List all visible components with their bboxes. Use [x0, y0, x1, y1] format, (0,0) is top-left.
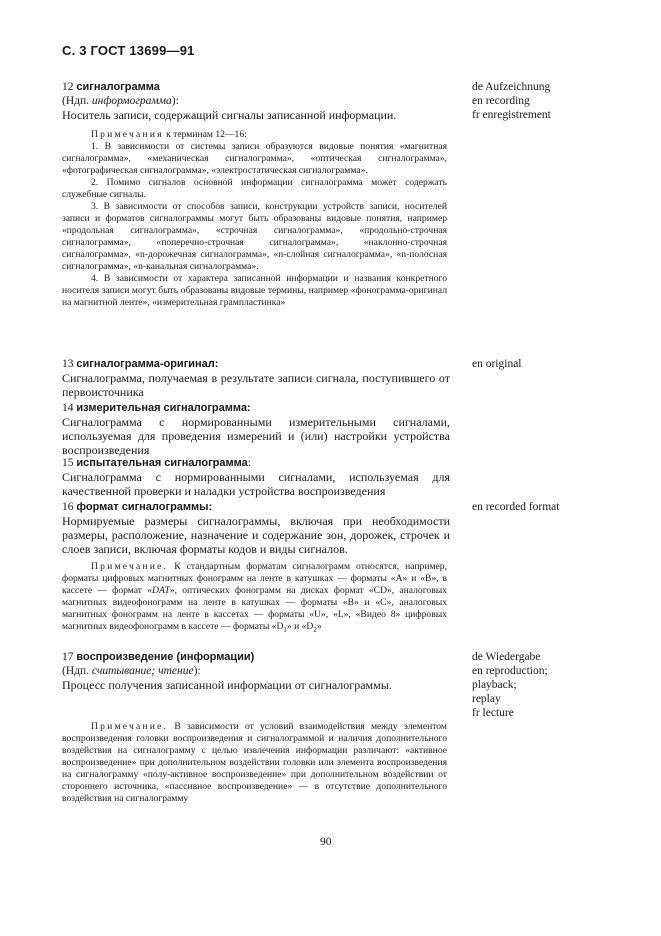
deprecated-term: информограмма	[91, 95, 172, 107]
foreign-term: playback;	[472, 679, 517, 691]
foreign-term: fr lecture	[472, 707, 514, 719]
term-deprecated	[62, 94, 450, 108]
foreign-term: replay	[472, 693, 501, 705]
deprecated-prefix: (Ндп.	[62, 95, 90, 107]
term-definition: Сигналограмма с нормированными сигналами, используемая для качественной проверки и наладки устройства воспроизведения	[62, 470, 450, 498]
term-heading	[62, 357, 450, 371]
foreign-term: de Wiedergabe	[472, 651, 541, 663]
term-number: 13	[62, 358, 74, 370]
note-text-italic: DAT	[152, 585, 170, 596]
note-heading	[62, 129, 447, 141]
deprecated-prefix: (Ндп.	[62, 665, 90, 677]
term-definition: Процесс получения записанной информации от сигналограммы.	[62, 678, 392, 692]
term-entry-17	[62, 650, 450, 692]
note-text-part: » и «D	[286, 621, 314, 632]
term-heading	[62, 456, 450, 470]
term-number: 17	[62, 651, 74, 663]
note-label: Примечание.	[91, 561, 169, 572]
term-name: измерительная сигналограмма:	[76, 402, 251, 414]
term-suffix: :	[247, 457, 251, 469]
note-text-part: »	[316, 621, 322, 632]
term-name: сигналограмма-оригинал:	[76, 358, 219, 370]
note-label-suffix: к терминам 12—16:	[166, 129, 247, 140]
term-deprecated	[62, 664, 450, 678]
foreign-term: en recorded format	[472, 501, 560, 513]
term-entry-16	[62, 500, 450, 556]
note-text	[62, 561, 447, 636]
term-entry-15	[62, 456, 450, 498]
term-name: испытательная сигналограмма	[76, 457, 248, 469]
foreign-term: en reproduction;	[472, 665, 548, 677]
term-definition: Сигналограмма, получаемая в результате записи сигнала, поступившего от первоисточника	[62, 371, 450, 399]
foreign-term: fr enregistrement	[472, 109, 551, 121]
page-number: 90	[320, 836, 332, 848]
term-entry-12	[62, 80, 450, 122]
note-text	[62, 721, 447, 805]
note-label: Примечание.	[91, 721, 169, 732]
note-term-16	[62, 561, 447, 636]
foreign-equivalents-17	[472, 650, 548, 720]
term-definition: Нормируемые размеры сигналограммы, включая при необходимости размеры, расположение, назначение и содержание зон, дорожек, строчек и слоев записи, включая форматы кодов и виды сигналов.	[62, 514, 450, 556]
note-subscript: 1	[283, 625, 287, 634]
deprecated-suffix: ):	[171, 95, 179, 107]
foreign-equivalents-13	[472, 357, 522, 371]
foreign-term: en recording	[472, 95, 530, 107]
foreign-equivalents-16	[472, 500, 559, 514]
foreign-term: en original	[472, 358, 522, 370]
page-header: С. 3 ГОСТ 13699—91	[62, 43, 195, 58]
note-text-part: », оптических фонограмм на дисках формат «CD», аналоговых магнитных видеофонограмм на ленте в катушках — форматы «В» и «С», аналоговых магнитных фонограмм на ленте в кассетах — форматы «U», «L», «Видео 8» цифровых магнитных видеофонограмм в кассете — форматы «D	[62, 585, 447, 632]
deprecated-suffix: ):	[193, 665, 201, 677]
term-name: сигналограмма	[76, 81, 160, 93]
note-terms-12-16	[62, 129, 447, 309]
term-entry-14	[62, 401, 450, 457]
note-label: Примечания	[91, 129, 164, 140]
note-item: 4. В зависимости от характера записанной информации и названия конкретного носителя записи могут быть образованы видовые термины, например «фонограмма-оригинал на магнитной ленте», «измерительная грампластинка»	[62, 273, 447, 308]
term-number: 15	[62, 457, 74, 469]
note-item: 1. В зависимости от системы записи образуются видовые понятия «магнитная сигналограмма», «механическая сигналограмма», «оптическая сигналограмма», «фотографическая сигналограмма», «электростатическая сигналограмма».	[62, 141, 447, 176]
note-text-part: В зависимости от условий взаимодействия между элементом воспроизведения головки воспроизведения и сигналограммой и наличия дополнительного воздействия на сигналограмму с целью извлечения информации различают: «активное воспроизведение» при дополнительном воздействии головки или элемента воспроизведения на сигналограмму «полу-активное воспроизведение» при дополнительном воздействии от стороннего источника, «пассивное воспроизведение» — в отсутствие дополнительного воздействия на сигналограмму	[62, 721, 447, 804]
deprecated-term: считывание; чтение	[91, 665, 194, 677]
term-definition: Носитель записи, содержащий сигналы записанной информации.	[62, 108, 397, 122]
term-entry-13	[62, 357, 450, 399]
term-number: 14	[62, 402, 74, 414]
term-number: 12	[62, 81, 74, 93]
term-name: формат сигналограммы:	[76, 501, 213, 513]
term-heading	[62, 401, 450, 415]
term-definition: Сигналограмма с нормированными измерительными сигналами, используемая для проведения измерений и (или) настройки устройства воспроизведения	[62, 415, 450, 457]
term-heading	[62, 500, 450, 514]
note-term-17	[62, 721, 447, 805]
term-heading	[62, 80, 450, 94]
note-item: 2. Помимо сигналов основной информации сигналограмма может содержать служебные сигналы.	[62, 177, 447, 200]
term-heading	[62, 650, 450, 664]
note-text-part: К стандартным форматам сигналограмм относятся, например, форматы цифровых магнитных фонограмм на ленте в катушках — форматы «А» и «В», в кассете — формат «	[62, 561, 447, 596]
note-item: 3. В зависимости от способов записи, конструкции устройств записи, носителей записи и форматов сигналограммы могут быть образованы видовые понятия, например «продольная сигналограмма», «строчная сигналограмма», «продольно-строчная сигналограмма», «поперечно-строчная сигналограмма», «наклонно-строчная сигналограмма», «n-дорожечная сигналограмма», «n-слойная сигналограмма», «n-полосная сигналограмма», «n-канальная сигналограмма».	[62, 201, 447, 272]
term-number: 16	[62, 501, 74, 513]
foreign-term: de Aufzeichnung	[472, 81, 551, 93]
note-subscript: 2	[313, 625, 317, 634]
foreign-equivalents-12	[472, 80, 551, 122]
term-name: воспроизведение (информации)	[76, 651, 255, 663]
